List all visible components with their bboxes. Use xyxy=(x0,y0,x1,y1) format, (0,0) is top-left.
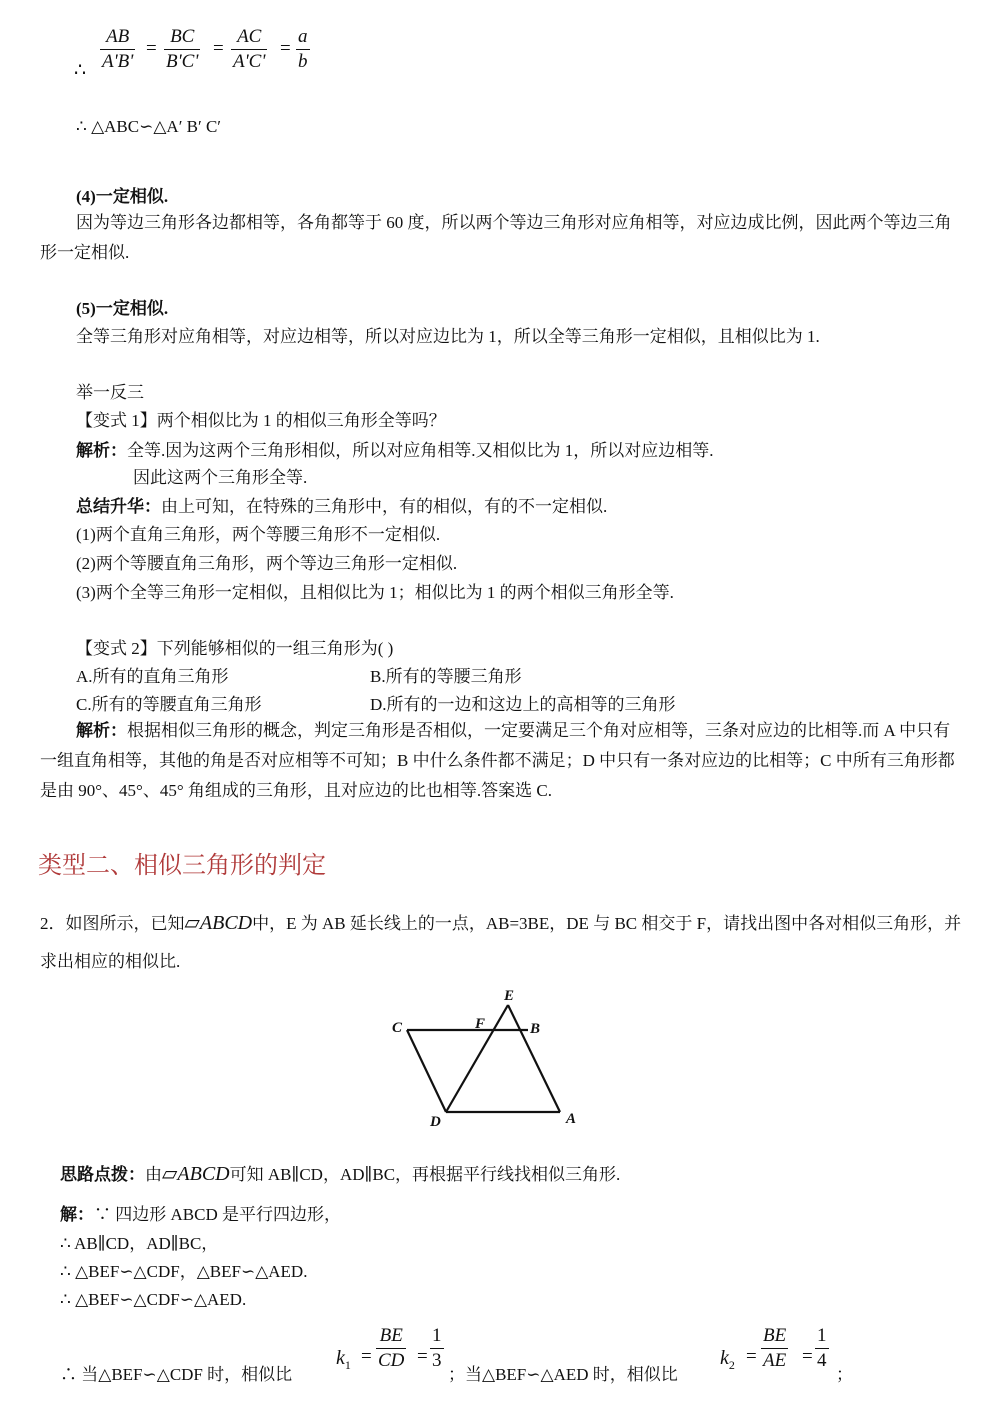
problem-2-text: 中，E 为 AB 延长线上的一点，AB=3BE，DE 与 BC 相交于 F，请找出图中各对相似三角形，并求出相应的相似比. xyxy=(40,914,962,971)
label-a: A xyxy=(566,1111,577,1127)
k1-value-num: 1 xyxy=(432,1325,442,1346)
section-5-title: (5)一定相似. xyxy=(76,299,169,318)
problem-2-lead: 2．如图所示，已知 xyxy=(40,914,185,933)
equals-sign: = xyxy=(280,38,291,59)
ratio-ab-num: AB xyxy=(106,26,130,47)
hint-text: 可知 AB∥CD，AD∥BC，再根据平行线找相似三角形. xyxy=(229,1165,621,1184)
variant-1-question: 【变式 1】两个相似比为 1 的相似三角形全等吗？ xyxy=(76,411,446,430)
k1-value-den: 3 xyxy=(432,1350,442,1371)
parallelogram-abcd: ▱ABCD xyxy=(184,912,253,934)
equals-sign: = xyxy=(802,1346,813,1367)
solution-line-5a: ∴ 当△BEF∽△CDF 时，相似比 xyxy=(60,1365,293,1384)
variant-2-analysis xyxy=(40,716,965,806)
ratio-ac-den: A'C' xyxy=(233,51,266,72)
k2-num: BE xyxy=(763,1325,787,1346)
solution-line-3: ∴ △BEF∽△CDF，△BEF∽△AED. xyxy=(60,1262,308,1281)
k1-letter: k xyxy=(336,1347,345,1369)
section-heading: 类型二、相似三角形的判定 xyxy=(38,851,326,879)
summary-label: 总结升华： xyxy=(76,497,161,516)
k2-den: AE xyxy=(763,1350,787,1371)
ratio-ab-lower xyxy=(296,26,310,73)
option-a: A.所有的直角三角形 xyxy=(76,667,229,686)
variant-1-analysis-cont: 因此这两个三角形全等. xyxy=(133,468,308,487)
k1-value xyxy=(430,1325,444,1372)
k2-value-den: 4 xyxy=(817,1350,827,1371)
equals-sign: = xyxy=(746,1346,757,1367)
section-4-title: (4)一定相似. xyxy=(76,187,169,206)
k1-num: BE xyxy=(379,1325,403,1346)
label-e: E xyxy=(504,988,515,1004)
solution-given: ∵ 四边形 ABCD 是平行四边形， xyxy=(94,1205,341,1224)
ratio-b: b xyxy=(298,51,308,72)
ratio-ac xyxy=(231,26,267,73)
variant-1-analysis xyxy=(76,440,714,462)
equals-sign: = xyxy=(417,1346,428,1367)
ratio-bc-den: B'C' xyxy=(166,51,199,72)
solution-line-5c: ； xyxy=(836,1365,853,1384)
solution-line-4: ∴ △BEF∽△CDF∽△AED. xyxy=(60,1290,247,1309)
ratio-bc-num: BC xyxy=(170,26,195,47)
ratio-ab-den: A'B' xyxy=(102,51,134,72)
k1-ratio xyxy=(376,1325,406,1372)
problem-2 xyxy=(40,904,965,981)
summary xyxy=(76,496,607,518)
option-b: B.所有的等腰三角形 xyxy=(370,667,522,686)
analysis-label: 解析： xyxy=(76,721,127,740)
solution-line-2: ∴ AB∥CD，AD∥BC， xyxy=(60,1234,219,1253)
parallelogram-figure xyxy=(380,982,600,1132)
k2-symbol xyxy=(720,1347,735,1373)
equals-sign: = xyxy=(361,1346,372,1367)
similar-conclusion: ∴ △ABC∽△A′ B′ C′ xyxy=(76,117,222,136)
k1-symbol xyxy=(336,1347,351,1373)
therefore-symbol: ∴ xyxy=(74,60,87,81)
summary-item-1: (1)两个直角三角形，两个等腰三角形不一定相似. xyxy=(76,525,441,544)
section-4-body: 因为等边三角形各边都相等，各角都等于 60 度，所以两个等边三角形对应角相等，对应边成比例，因此两个等边三角形一定相似. xyxy=(40,213,952,262)
variant-2-question: 【变式 2】下列能够相似的一组三角形为( ) xyxy=(76,639,394,658)
summary-item-2: (2)两个等腰直角三角形，两个等边三角形一定相似. xyxy=(76,554,458,573)
hint-lead: 由 xyxy=(145,1165,162,1184)
option-c: C.所有的等腰直角三角形 xyxy=(76,695,262,714)
section-5-body: 全等三角形对应角相等，对应边相等，所以对应边比为 1，所以全等三角形一定相似，且相似比为 1. xyxy=(76,327,820,346)
variant-header: 举一反三 xyxy=(76,383,144,402)
ratio-ac-num: AC xyxy=(237,26,262,47)
label-c: C xyxy=(392,1020,403,1036)
k2-value-num: 1 xyxy=(817,1325,827,1346)
ratio-a: a xyxy=(298,26,308,47)
summary-item-3: (3)两个全等三角形一定相似，且相似比为 1；相似比为 1 的两个相似三角形全等. xyxy=(76,583,674,602)
solution-line-5b: ；当△BEF∽△AED 时，相似比 xyxy=(448,1365,678,1384)
analysis-text: 根据相似三角形的概念，判定三角形是否相似，一定要满足三个角对应相等，三条对应边的比相等.而 A 中只有一组直角相等，其他的角是否对应相等不可知；B 中什么条件都不满足；D 中只有一条对应边的比相等；C 中所有三角形都是由 90°、45°、45° 角组成的三角形，且对应边的比也相等.答案选 C. xyxy=(40,721,955,800)
k1-subscript: 1 xyxy=(344,1358,351,1372)
k2-value xyxy=(815,1325,829,1372)
label-f: F xyxy=(475,1016,486,1032)
hint xyxy=(60,1163,620,1186)
hint-label: 思路点拨： xyxy=(60,1165,145,1184)
label-d: D xyxy=(430,1114,441,1130)
k2-letter: k xyxy=(720,1347,729,1369)
ratio-bc xyxy=(164,26,200,73)
equals-sign: = xyxy=(213,38,224,59)
k2-ratio xyxy=(761,1325,788,1372)
analysis-label: 解析： xyxy=(76,441,127,460)
k2-subscript: 2 xyxy=(728,1358,735,1372)
solution-label: 解： xyxy=(60,1205,94,1224)
summary-text: 由上可知，在特殊的三角形中，有的相似，有的不一定相似. xyxy=(161,497,608,516)
analysis-text: 全等.因为这两个三角形相似，所以对应角相等.又相似比为 1，所以对应边相等. xyxy=(127,441,714,460)
segment-cd xyxy=(407,1030,446,1112)
parallelogram-abcd: ▱ABCD xyxy=(162,1163,230,1185)
option-d: D.所有的一边和这边上的高相等的三角形 xyxy=(370,695,676,714)
equals-sign: = xyxy=(146,38,157,59)
ratio-ab xyxy=(100,26,135,73)
label-b: B xyxy=(530,1021,541,1037)
k1-den: CD xyxy=(378,1350,405,1371)
solution-line-1 xyxy=(60,1204,341,1226)
